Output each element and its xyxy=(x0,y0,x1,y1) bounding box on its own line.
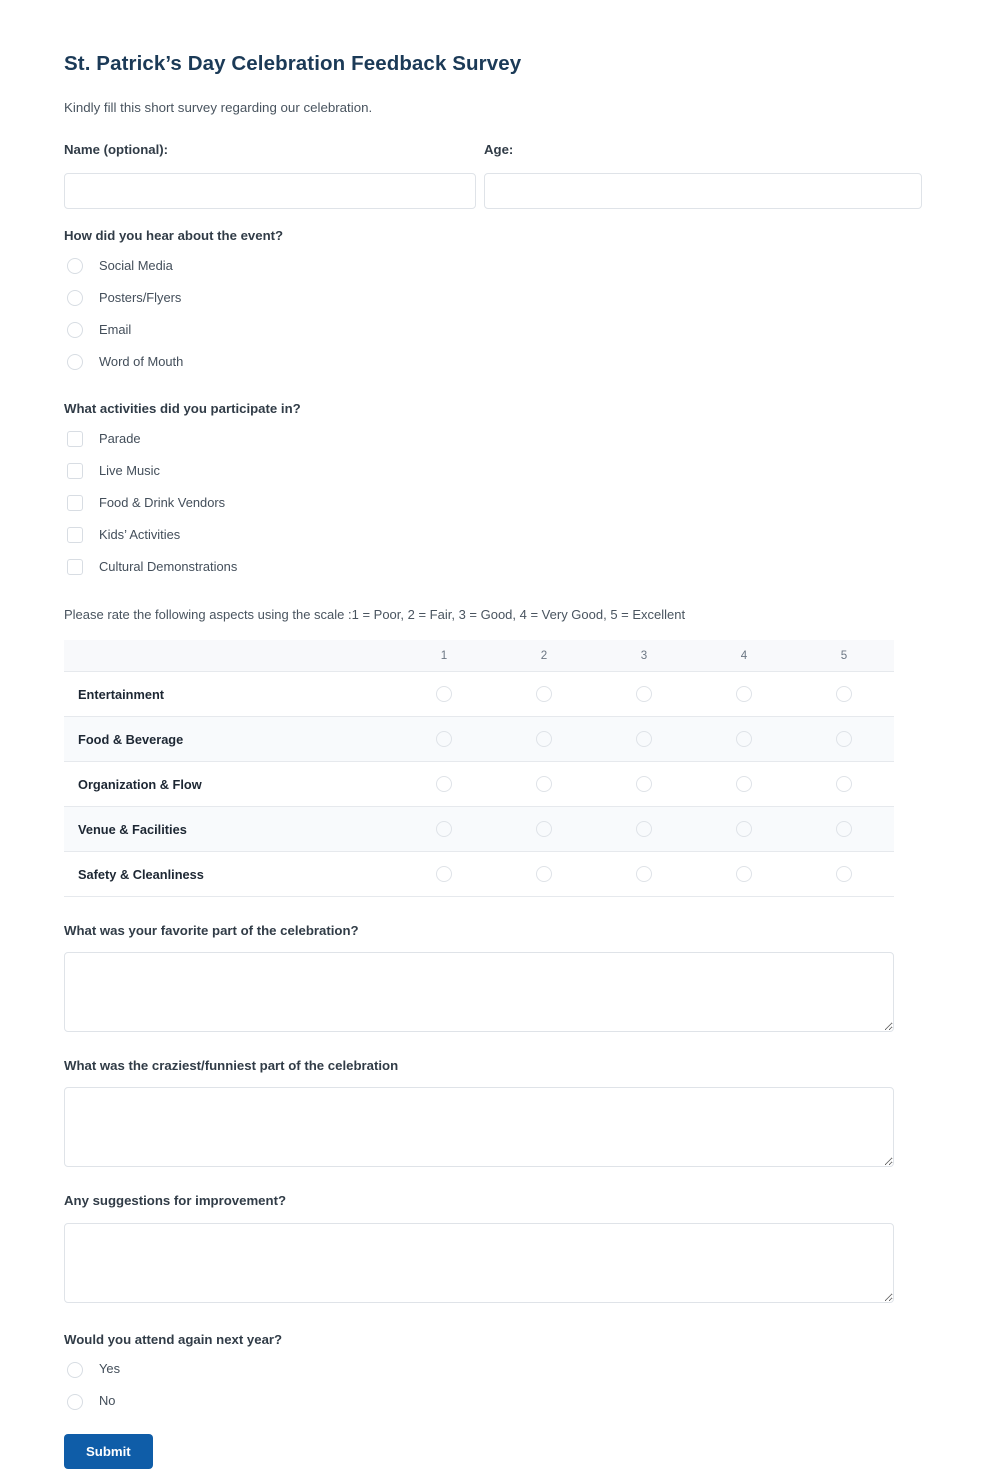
radio-icon[interactable] xyxy=(836,776,852,792)
radio-option-attend-yes[interactable] xyxy=(64,1360,922,1380)
craziest-part-textarea[interactable] xyxy=(64,1087,894,1167)
radio-icon[interactable] xyxy=(536,776,552,792)
radio-icon[interactable] xyxy=(836,731,852,747)
radio-icon[interactable] xyxy=(67,290,83,306)
radio-icon[interactable] xyxy=(636,686,652,702)
rating-matrix-section xyxy=(64,607,922,897)
matrix-col-header-3: 3 xyxy=(594,640,694,672)
matrix-row-label: Entertainment xyxy=(64,672,394,717)
rating-scale-instructions: Please rate the following aspects using the scale :1 = Poor, 2 = Fair, 3 = Good, 4 = Very Good, 5 = Excellent xyxy=(64,607,686,623)
table-row xyxy=(64,672,894,717)
option-label: Social Media xyxy=(99,257,173,273)
radio-icon[interactable] xyxy=(736,686,752,702)
checkbox-icon[interactable] xyxy=(67,431,83,447)
option-label: No xyxy=(99,1393,116,1409)
checkbox-icon[interactable] xyxy=(67,559,83,575)
matrix-cell-organization-flow-4[interactable] xyxy=(694,762,794,807)
option-label: Cultural Demonstrations xyxy=(99,558,238,574)
matrix-cell-food-beverage-3[interactable] xyxy=(594,717,694,762)
identity-row xyxy=(64,141,922,199)
favorite-part-block xyxy=(64,922,922,1032)
matrix-cell-venue-facilities-2[interactable] xyxy=(494,807,594,852)
favorite-part-label: What was your favorite part of the celebration? xyxy=(64,923,359,939)
radio-icon[interactable] xyxy=(736,866,752,882)
radio-icon[interactable] xyxy=(67,1362,83,1378)
hear-about-label: How did you hear about the event? xyxy=(64,227,284,243)
page-subtitle: Kindly fill this short survey regarding our celebration. xyxy=(64,99,373,115)
suggestions-label: Any suggestions for improvement? xyxy=(64,1193,287,1209)
radio-icon[interactable] xyxy=(836,686,852,702)
option-label: Posters/Flyers xyxy=(99,289,182,305)
table-row xyxy=(64,807,894,852)
checkbox-icon[interactable] xyxy=(67,495,83,511)
checkbox-option-parade[interactable] xyxy=(64,429,922,449)
age-field-group xyxy=(484,141,922,209)
feedback-survey-form xyxy=(64,0,922,1469)
option-label: Yes xyxy=(99,1361,121,1377)
radio-icon[interactable] xyxy=(636,866,652,882)
radio-option-word-of-mouth[interactable] xyxy=(64,352,922,372)
matrix-cell-entertainment-1[interactable] xyxy=(394,672,494,717)
matrix-cell-safety-cleanliness-1[interactable] xyxy=(394,852,494,897)
option-label: Word of Mouth xyxy=(99,353,184,369)
matrix-cell-entertainment-4[interactable] xyxy=(694,672,794,717)
table-row xyxy=(64,717,894,762)
favorite-part-textarea[interactable] xyxy=(64,952,894,1032)
page-title: St. Patrick’s Day Celebration Feedback Survey xyxy=(64,52,522,75)
matrix-cell-venue-facilities-4[interactable] xyxy=(694,807,794,852)
matrix-row-label: Venue & Facilities xyxy=(64,807,394,852)
age-input[interactable] xyxy=(484,173,922,209)
submit-row xyxy=(64,1434,922,1469)
name-field-group xyxy=(64,141,476,209)
matrix-cell-food-beverage-1[interactable] xyxy=(394,717,494,762)
name-label: Name (optional): xyxy=(64,141,169,157)
checkbox-option-live-music[interactable] xyxy=(64,461,922,481)
checkbox-option-kids-activities[interactable] xyxy=(64,525,922,545)
radio-icon[interactable] xyxy=(736,731,752,747)
matrix-cell-safety-cleanliness-5[interactable] xyxy=(794,852,894,897)
matrix-body xyxy=(64,672,894,897)
radio-icon[interactable] xyxy=(636,731,652,747)
radio-option-social-media[interactable] xyxy=(64,256,922,276)
craziest-part-block xyxy=(64,1057,922,1167)
checkbox-icon[interactable] xyxy=(67,463,83,479)
matrix-cell-food-beverage-2[interactable] xyxy=(494,717,594,762)
matrix-cell-safety-cleanliness-2[interactable] xyxy=(494,852,594,897)
option-label: Kids’ Activities xyxy=(99,526,181,542)
checkbox-option-cultural-demonstrations[interactable] xyxy=(64,557,922,577)
radio-icon[interactable] xyxy=(536,821,552,837)
matrix-row-label: Food & Beverage xyxy=(64,717,394,762)
matrix-cell-entertainment-2[interactable] xyxy=(494,672,594,717)
option-label: Email xyxy=(99,321,132,337)
radio-option-attend-no[interactable] xyxy=(64,1392,922,1412)
matrix-header-row xyxy=(64,640,894,672)
attend-again-group xyxy=(64,1331,922,1412)
matrix-header xyxy=(64,640,894,672)
radio-icon[interactable] xyxy=(436,821,452,837)
activities-group xyxy=(64,400,922,577)
matrix-cell-venue-facilities-3[interactable] xyxy=(594,807,694,852)
craziest-part-label: What was the craziest/funniest part of the celebration xyxy=(64,1058,399,1074)
radio-icon[interactable] xyxy=(736,821,752,837)
age-label: Age: xyxy=(484,141,514,157)
matrix-cell-safety-cleanliness-3[interactable] xyxy=(594,852,694,897)
rating-matrix-table xyxy=(64,640,894,897)
option-label: Live Music xyxy=(99,462,160,478)
radio-icon[interactable] xyxy=(636,776,652,792)
radio-option-email[interactable] xyxy=(64,320,922,340)
radio-icon[interactable] xyxy=(67,322,83,338)
suggestions-block xyxy=(64,1192,922,1302)
radio-icon[interactable] xyxy=(436,776,452,792)
name-input[interactable] xyxy=(64,173,476,209)
radio-icon[interactable] xyxy=(436,866,452,882)
radio-icon[interactable] xyxy=(536,686,552,702)
matrix-cell-organization-flow-5[interactable] xyxy=(794,762,894,807)
matrix-row-label: Organization & Flow xyxy=(64,762,394,807)
table-row xyxy=(64,762,894,807)
matrix-col-header-4: 4 xyxy=(694,640,794,672)
matrix-cell-entertainment-5[interactable] xyxy=(794,672,894,717)
table-row xyxy=(64,852,894,897)
matrix-col-header-1: 1 xyxy=(394,640,494,672)
matrix-corner-cell xyxy=(64,640,394,672)
matrix-cell-food-beverage-4[interactable] xyxy=(694,717,794,762)
radio-icon[interactable] xyxy=(636,821,652,837)
attend-again-label: Would you attend again next year? xyxy=(64,1331,283,1347)
activities-label: What activities did you participate in? xyxy=(64,401,301,417)
matrix-cell-organization-flow-3[interactable] xyxy=(594,762,694,807)
radio-icon[interactable] xyxy=(436,686,452,702)
submit-button[interactable]: Submit xyxy=(64,1434,153,1469)
suggestions-textarea[interactable] xyxy=(64,1223,894,1303)
radio-icon[interactable] xyxy=(67,354,83,370)
matrix-row-label: Safety & Cleanliness xyxy=(64,852,394,897)
option-label: Parade xyxy=(99,430,141,446)
matrix-cell-safety-cleanliness-4[interactable] xyxy=(694,852,794,897)
matrix-cell-food-beverage-5[interactable] xyxy=(794,717,894,762)
matrix-col-header-2: 2 xyxy=(494,640,594,672)
radio-icon[interactable] xyxy=(67,1394,83,1410)
matrix-cell-organization-flow-2[interactable] xyxy=(494,762,594,807)
matrix-cell-venue-facilities-5[interactable] xyxy=(794,807,894,852)
matrix-cell-organization-flow-1[interactable] xyxy=(394,762,494,807)
checkbox-option-food-drink-vendors[interactable] xyxy=(64,493,922,513)
hear-about-group xyxy=(64,227,922,372)
radio-option-posters-flyers[interactable] xyxy=(64,288,922,308)
checkbox-icon[interactable] xyxy=(67,527,83,543)
radio-icon[interactable] xyxy=(536,866,552,882)
radio-icon[interactable] xyxy=(836,821,852,837)
option-label: Food & Drink Vendors xyxy=(99,494,226,510)
radio-icon[interactable] xyxy=(436,731,452,747)
radio-icon[interactable] xyxy=(536,731,552,747)
radio-icon[interactable] xyxy=(836,866,852,882)
matrix-col-header-5: 5 xyxy=(794,640,894,672)
radio-icon[interactable] xyxy=(736,776,752,792)
radio-icon[interactable] xyxy=(67,258,83,274)
matrix-cell-venue-facilities-1[interactable] xyxy=(394,807,494,852)
matrix-cell-entertainment-3[interactable] xyxy=(594,672,694,717)
